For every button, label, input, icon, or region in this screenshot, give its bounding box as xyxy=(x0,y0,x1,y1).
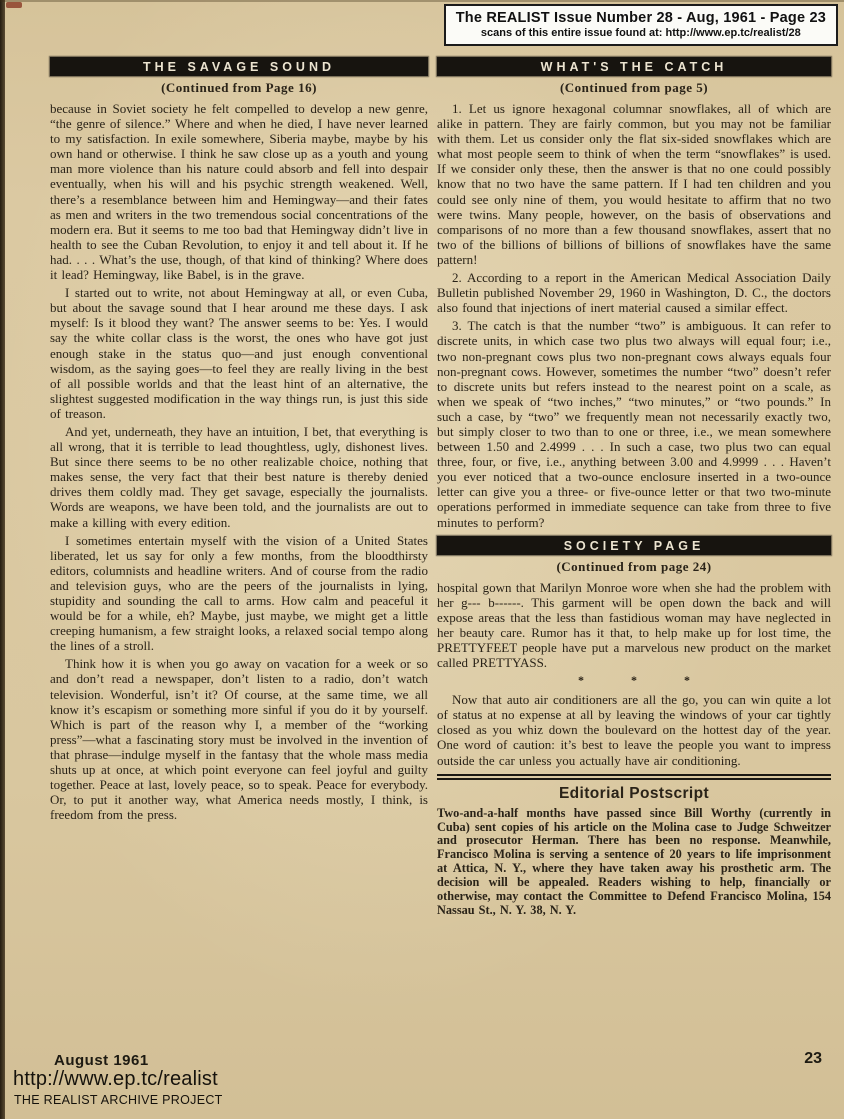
body-paragraph: hospital gown that Marilyn Monroe wore when she had the problem with her g--- b------. This garment will be open down the back and will expose areas that the less than fastidious woman may have neglected in her beauty care. Rumor has it that, to help make up for lost time, the PRETTYFEET people have put a marvelous new product on the market called PRETTYASS. xyxy=(437,579,831,671)
body-paragraph: Now that auto air conditioners are all the go, you can win quite a lot of status at no expense at all by leaving the windows of your car tightly closed as you whiz down the boulevard on the hottest day of the year. One word of caution: it’s best to leave the people you want to impress outside the car unless you actually have air conditioning. xyxy=(437,692,831,768)
section-bar-society-page xyxy=(437,536,831,555)
section-bar-whats-the-catch xyxy=(437,57,831,76)
body-paragraph: 1. Let us ignore hexagonal columnar snowflakes, all of which are alike in pattern. They are fairly common, but you may not be familiar with them. Let us consider only the flat six-sided snowflakes which are what most people seem to think of when the term “snowflakes” is used. If we consider only these, then the answer is that no one could possibly know that no two have the same pattern. If I had ten children and you could see only nine of them, you would hesitate to affirm that no two were twins. Many people, however, on the basis of observations and comparisons of no more than a few thousand snowflakes, assert that no two of the billions of billions of billions of snowflakes have the same pattern! xyxy=(437,101,831,267)
archive-info-box xyxy=(444,4,838,46)
issue-date: August 1961 xyxy=(54,1052,149,1069)
section-bar-savage-sound xyxy=(50,57,428,76)
editorial-postscript-title: Editorial Postscript xyxy=(558,784,710,802)
scan-left-edge-shadow xyxy=(0,0,5,1119)
scan-top-edge-shadow xyxy=(0,0,844,2)
section-title: THE SAVAGE SOUND xyxy=(142,60,336,74)
right-column xyxy=(437,57,831,921)
left-column xyxy=(50,57,428,825)
archive-project-name: THE REALIST ARCHIVE PROJECT xyxy=(14,1093,223,1107)
body-paragraph: I started out to write, not about Hemingway at all, or even Cuba, but about the savage sound that I hear around me these days. I ask myself: Is it blood they want? The answer seems to be: Yes. I would say the white collar class is the worst, the ones who have got just enough stake in the status quo—and just enough conventional wisdom, as the saying goes—to feel they are really living in the best of all possible worlds and that the least hint of an alternative, the slightest suggested modification in the way things run, is just this side of treason. xyxy=(50,285,428,421)
body-paragraph: And yet, underneath, they have an intuition, I bet, that everything is all wrong, that it is terrible to lead thoughtless, ugly, dishonest lives. But since there seems to be no other realizable choice, nothing that makes sense, the very fact that their best nature is thereby denied drives them coldly mad. They get savage, especially the journalists. Words are weapons, we have been told, and the journalists are out to make a killing with every edition. xyxy=(50,423,428,530)
asterisk-divider: * * * xyxy=(578,673,712,688)
page-number: 23 xyxy=(804,1050,822,1067)
continued-from-note: (Continued from page 5) xyxy=(559,80,709,95)
body-paragraph: 3. The catch is that the number “two” is ambiguous. It can refer to discrete units, in which case two plus two always will equal four; i.e., two non-pregnant cows plus two non-pregnant cows always equals four non-pregnant cows. However, sometimes the number “two” doesn’t refer to discrete units but refers instead to the nearest point on a scale, as when we speak of “two inches,” “two minutes,” or “two pounds.” In such a case, by “two” we frequently mean not necessarily exactly two, but simply closer to two than to one or three, i.e., we mean somewhere between 1.50 and 2.4999 . . . In such a case, two plus two can equal three, four, or five, i.e., anything between 3.00 and 4.9999 . . . Haven’t you ever noticed that a two-ounce enclosure inserted in a two-ounce letter can give you a three- or five-ounce letter or that two two-minute operations performed in immediate sequence can take from three to five minutes to perform? xyxy=(437,318,831,530)
archive-issue-title: The REALIST Issue Number 28 - Aug, 1961 - Page 23 xyxy=(455,10,826,26)
editorial-postscript-body: Two-and-a-half months have passed since Bill Worthy (currently in Cuba) sent copies of his article on the Molina case to Judge Schweitzer and prosecutor Herman. There has been no response. Meanwhile, Francisco Molina is serving a sentence of 20 years to life imprisonment at Attica, N. Y., where they have taken away his prosthetic arm. The decision will be appealed. Readers wishing to help, financially or otherwise, may contact the Committee to Defend Francisco Molina, 154 Nassau St., N. Y. 38, N. Y. xyxy=(437,805,831,917)
continued-from-note: (Continued from Page 16) xyxy=(161,80,317,95)
double-rule-divider xyxy=(437,774,831,780)
body-paragraph: because in Soviet society he felt compelled to develop a new genre, “the genre of silence.” Where and when he died, I have never learned to my satisfaction. In exile somewhere, Siberia maybe, maybe by his own hand or otherwise. I think he saw close up as a youth and young man more violence than his nature could absorb and fell into despair eventually, when his will and his psychic strength weakened. Well, there’s a resemblance between him and Hemingway—and their fates as men and writers in the two tremendous social concentrations of the modern era. But it seems to me too bad that Hemingway didn’t live in health to see the Cuban Revolution, to enjoy it and tell about it. If he had. . . . What’s the use, though, of that kind of thinking? Where does it lead? Hemingway, like Babel, is in the grave. xyxy=(50,101,428,283)
body-paragraph: I sometimes entertain myself with the vision of a United States liberated, let us say for only a few months, from the bloodthirsty editors, columnists and headline writers. And of course from the radio and television guys, who are the peers of the journalists in lying, stupidity and sounding the call to arms. How calm and peaceful it would be for a while, eh? Maybe, just maybe, we might get a little creeping humanism, a few straight looks, a relaxed social tempo along the lines of a stroll. xyxy=(50,532,428,654)
body-paragraph: 2. According to a report in the American Medical Association Daily Bulletin published November 29, 1960 in Washington, D. C., the doctors also found that injections of inert material caused a similar effect. xyxy=(437,270,831,316)
section-title: SOCIETY PAGE xyxy=(563,538,705,553)
archive-url: http://www.ep.tc/realist xyxy=(13,1068,218,1090)
scan-red-artifact xyxy=(6,2,22,8)
section-title: WHAT'S THE CATCH xyxy=(540,60,728,74)
archive-scan-note: scans of this entire issue found at: http://www.ep.tc/realist/28 xyxy=(480,27,801,39)
continued-from-note: (Continued from page 24) xyxy=(556,558,712,574)
body-paragraph: Think how it is when you go away on vacation for a week or so and don’t read a newspaper, don’t listen to a radio, don’t watch television. Wonderful, isn’t it? Of course, at the same time, we all know it’s escapism or something more sinful if you do it by yourself. Which is part of the reason why I, a member of the “working press”—what a fascinating story must be involved in the invention of that phrase—indulge myself in the fantasy that the whole mass media shuts up at once, at which point everyone can feel joyful and guilty together. Peace at last, lovely peace, so to speak. Peace for everybody. Or, to put it another way, what America needs mostly, I think, is freedom from the press. xyxy=(50,656,428,823)
